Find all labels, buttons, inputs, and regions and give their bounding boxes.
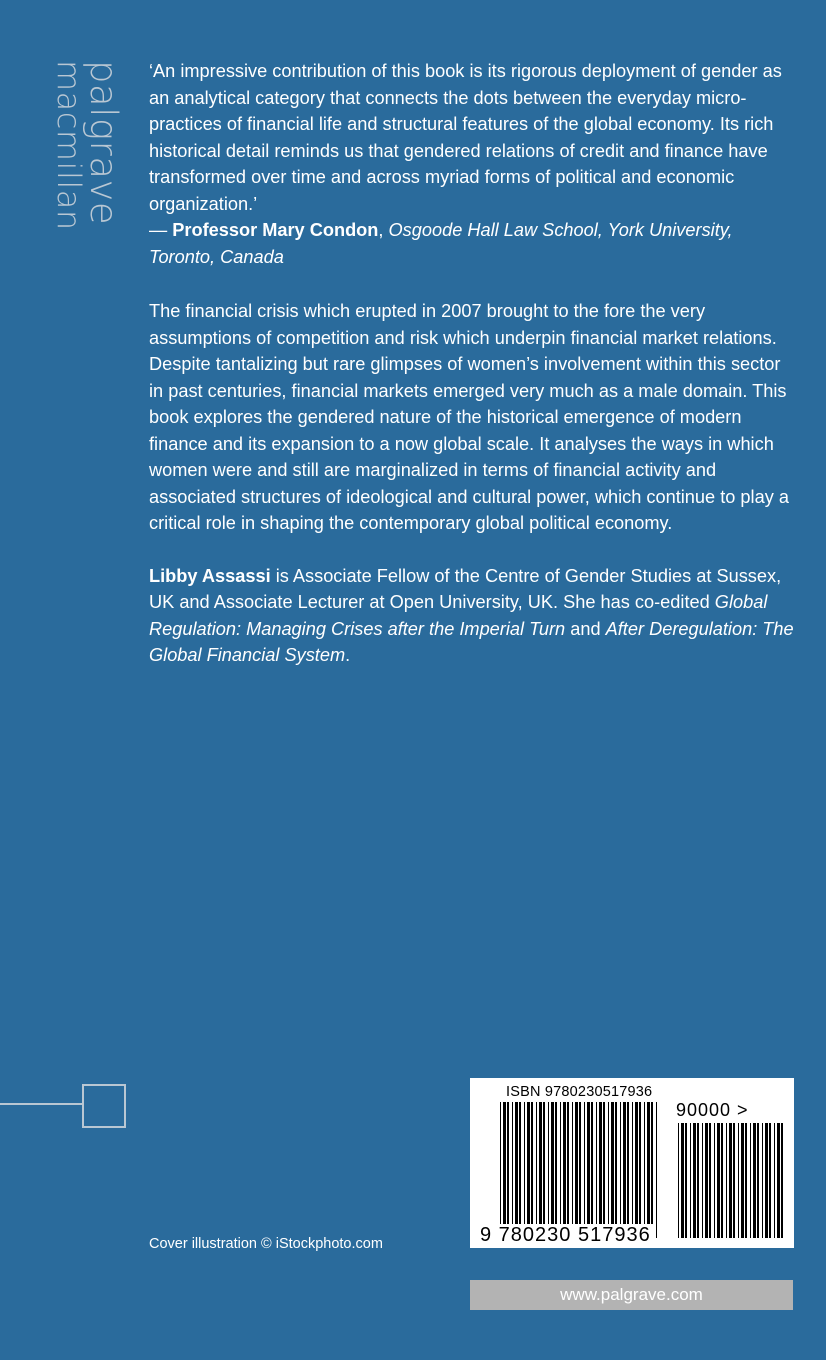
- barcode-bar: [515, 1102, 518, 1238]
- barcode-bar: [548, 1102, 549, 1238]
- quote-text: ‘An impressive contribution of this book is its rigorous deployment of gender as an analytical category that connects the dots between the everyday micro-practices of financial life and structural features of the global economy. Its rich historical detail reminds us that gendered relations of credit and finance have transformed over time and across myriad forms of political and economic organization.’: [149, 61, 782, 214]
- barcode-bar: [702, 1123, 703, 1238]
- barcode-bar: [575, 1102, 578, 1238]
- barcode-bar: [697, 1123, 699, 1238]
- barcode-bar: [639, 1102, 641, 1238]
- barcode-bar: [620, 1102, 621, 1238]
- barcode-bar: [741, 1123, 744, 1238]
- price-code: 90000 >: [676, 1100, 749, 1120]
- barcode-bar: [572, 1102, 573, 1238]
- barcode-bar: [623, 1102, 626, 1238]
- barcode-bar: [635, 1102, 638, 1238]
- logo-word-macmillan: macmillan: [50, 60, 88, 231]
- barcode-bar: [762, 1123, 763, 1238]
- barcode-bar: [690, 1123, 691, 1238]
- barcode-bar: [603, 1102, 605, 1238]
- barcode-bar: [608, 1102, 609, 1238]
- barcode-bar: [543, 1102, 545, 1238]
- quote-affiliation: Osgoode Hall Law School, York University, Toronto, Canada: [149, 220, 733, 267]
- ean-digits: 9 780230 517936: [480, 1224, 651, 1246]
- barcode-bar: [769, 1123, 771, 1238]
- barcode-bar: [567, 1102, 569, 1238]
- barcode-bar: [584, 1102, 585, 1238]
- barcode-bar: [531, 1102, 533, 1238]
- barcode-bar: [591, 1102, 593, 1238]
- barcode-bar: [587, 1102, 590, 1238]
- barcode-bar: [781, 1123, 783, 1238]
- barcode-bar: [615, 1102, 617, 1238]
- barcode-bar: [524, 1102, 525, 1238]
- barcode-bar: [551, 1102, 554, 1238]
- barcode-bar: [678, 1123, 679, 1238]
- logo-word-palgrave: palgrave: [82, 60, 125, 226]
- barcode-bar: [579, 1102, 581, 1238]
- barcode-bar: [519, 1102, 521, 1238]
- barcode-bar: [765, 1123, 768, 1238]
- isbn-label: ISBN 9780230517936: [506, 1084, 653, 1100]
- quote-author: Professor Mary Condon: [172, 220, 379, 240]
- barcode-bar: [627, 1102, 629, 1238]
- author-name: Libby Assassi: [149, 565, 271, 586]
- book-title-2: After Deregulation: The Global Financial System: [149, 618, 794, 665]
- barcode-bar: [693, 1123, 696, 1238]
- barcode-bar: [599, 1102, 602, 1238]
- barcode-bar: [721, 1123, 723, 1238]
- barcode-bar: [738, 1123, 739, 1238]
- barcode-bar: [717, 1123, 720, 1238]
- author-bio-text: is Associate Fellow of the Centre of Gender Studies at Sussex, UK and Associate Lecturer at Open University, UK. She has co-edited: [149, 565, 782, 612]
- barcode-bar: [611, 1102, 614, 1238]
- barcode-bar: [757, 1123, 759, 1238]
- barcode-bar: [774, 1123, 775, 1238]
- barcode-bar: [651, 1102, 653, 1238]
- book-title-1: Global Regulation: Managing Crises after the Imperial Turn: [149, 592, 768, 639]
- barcode-bar: [777, 1123, 780, 1238]
- quote-separator: ,: [378, 220, 389, 240]
- barcode-bar: [563, 1102, 566, 1238]
- barcode-bar: [733, 1123, 735, 1238]
- endorsement-quote: [149, 58, 799, 270]
- publisher-logo: [48, 60, 125, 260]
- barcode-bar: [632, 1102, 633, 1238]
- quote-dash: —: [149, 220, 173, 240]
- barcode-bar: [503, 1102, 506, 1238]
- barcode-bar: [745, 1123, 747, 1238]
- isbn-barcode: [470, 1078, 794, 1248]
- author-bio-end: .: [345, 645, 351, 665]
- barcode-bar: [714, 1123, 715, 1238]
- barcode-bar: [560, 1102, 561, 1238]
- barcode-bar: [705, 1123, 708, 1238]
- barcode-bar: [709, 1123, 711, 1238]
- barcode-bar: [512, 1102, 513, 1238]
- barcode-bar: [507, 1102, 509, 1238]
- barcode-bar: [539, 1102, 542, 1238]
- barcode-bar: [536, 1102, 537, 1238]
- barcode-bar: [750, 1123, 751, 1238]
- barcode-bar: [596, 1102, 597, 1238]
- cover-credit: Cover illustration © iStockphoto.com: [149, 1236, 383, 1252]
- barcode-bar: [555, 1102, 557, 1238]
- barcode-bar: [644, 1102, 645, 1238]
- book-description: The financial crisis which erupted in 2007 brought to the fore the very assumptions of competition and risk which underpin financial market relations. Despite tantalizing but rare glimpses of women’s involvement within this sector in past centuries, financial markets emerged very much as a male domain. This book explores the gendered nature of the historical emergence of modern finance and its expansion to a now global scale. It analyses the ways in which women were and still are marginalized in terms of financial activity and associated structures of ideological and cultural power, which continue to play a critical role in shaping the contemporary global political economy.: [149, 301, 789, 533]
- author-bio-and: and: [565, 618, 606, 639]
- barcode-bar: [527, 1102, 530, 1238]
- barcode-bar: [647, 1102, 650, 1238]
- barcode-bar: [681, 1123, 684, 1238]
- decorative-square: [82, 1084, 126, 1128]
- barcode-bar: [500, 1102, 501, 1238]
- publisher-website[interactable]: www.palgrave.com: [470, 1280, 793, 1310]
- author-bio: [149, 563, 799, 669]
- barcode-bar: [726, 1123, 727, 1238]
- decorative-line: [0, 1103, 82, 1105]
- barcode-bar: [753, 1123, 756, 1238]
- barcode-bar: [685, 1123, 687, 1238]
- barcode-bar: [729, 1123, 732, 1238]
- back-cover-text: [149, 58, 799, 669]
- barcode-bar: [656, 1102, 657, 1238]
